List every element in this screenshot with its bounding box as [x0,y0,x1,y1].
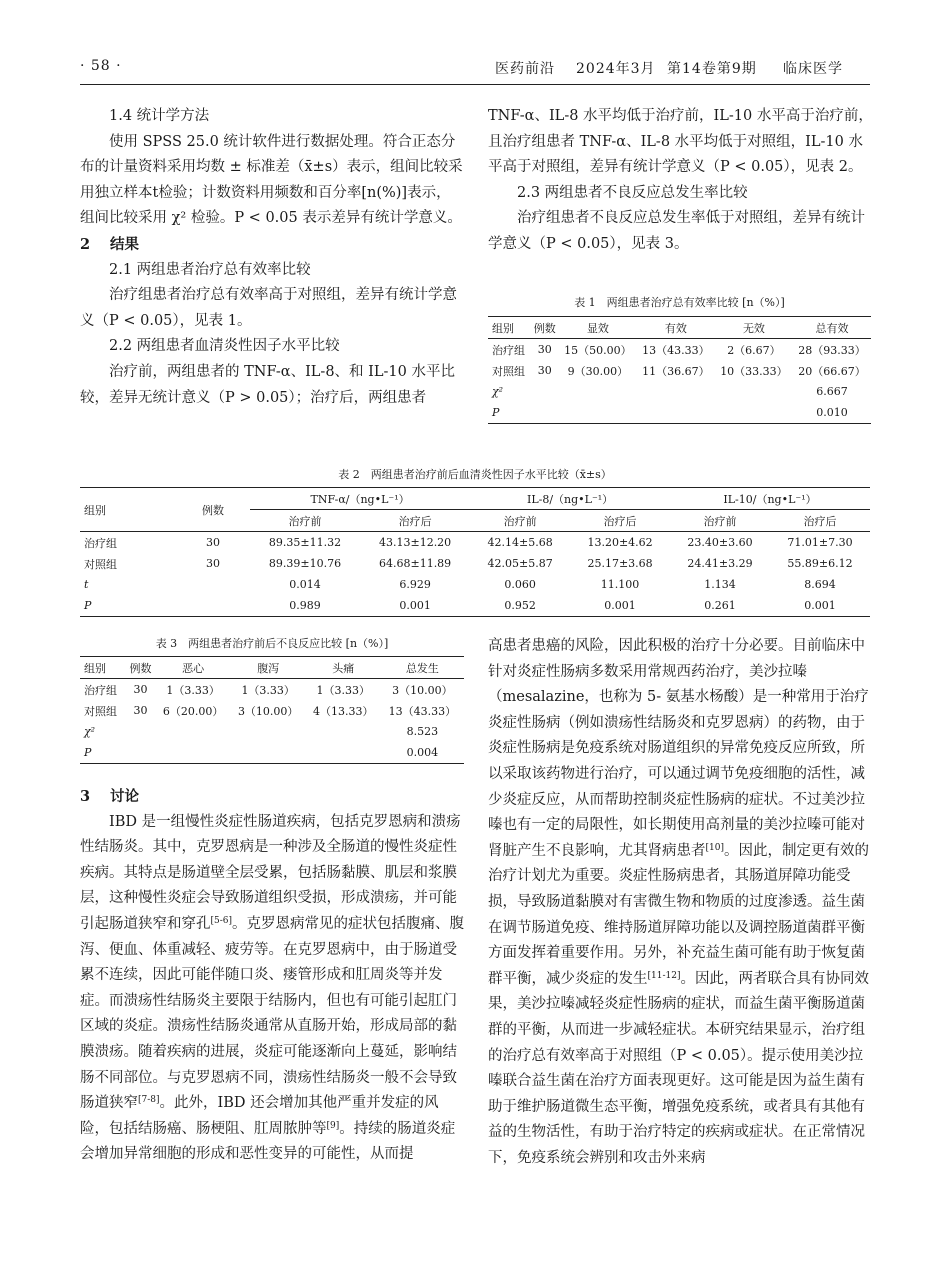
table-cell: 0.261 [670,595,770,617]
indicator-header: TNF-α/（ng•L⁻¹） [250,488,470,510]
table-cell: 89.39±10.76 [268,557,342,570]
table-row [488,360,871,381]
header-cell: 组别 [80,657,125,679]
table-cell: P [80,595,176,617]
table-cell: 1.134 [704,578,736,591]
header-rule [80,84,870,85]
subheader-cell: 治疗前 [470,510,570,532]
body-paragraph: 治疗组患者治疗总有效率高于对照组，差异有统计学意义（P < 0.05），见表 1。 [80,287,457,329]
table-cell: 0.952 [470,595,570,617]
header-cell: 恶心 [156,657,231,679]
table-cell: 6（20.00） [162,704,224,718]
table-cell [231,721,306,742]
section-name: 临床医学 [783,61,843,77]
table-cell: 3（10.00） [392,683,453,697]
table-cell: 25.17±3.68 [587,557,653,570]
body-paragraph: 治疗组患者不良反应总发生率低于对照组，差异有统计学意义（P < 0.05），见表 3。 [488,210,865,252]
table-cell: 0.001 [360,595,470,617]
journal-name: 医药前沿 [495,61,555,77]
table-cell [306,721,381,742]
table-cell: 1（3.33） [316,683,370,697]
header-cell: 例数 [531,317,559,339]
table-row [80,532,870,554]
table2 [80,487,870,617]
right-column-top [488,104,873,258]
table-cell: χ² [492,385,504,398]
table-row [80,553,870,574]
table-cell [559,402,637,424]
table-cell: 11.100 [600,578,640,591]
citation-ref: [7-8] [138,1095,160,1106]
section-title: 结果 [110,235,139,253]
page-number: · 58 · [80,58,122,74]
table-cell: 23.40±3.60 [687,536,753,549]
subheader-cell: 治疗后 [570,510,670,532]
table-cell: 30 [133,683,148,696]
table-cell: 治疗组 [84,683,117,697]
table-cell: 治疗组 [492,343,525,357]
header-cell: 例数 [176,488,250,532]
table-cell [531,402,559,424]
left-column-top [80,104,465,411]
table3-title: 表 3 两组患者治疗前后不良反应比较 [n（%）] [155,637,389,650]
table-cell [125,721,155,742]
table-header-row [488,317,871,339]
table-cell: 30 [537,364,552,377]
table1 [488,316,871,424]
body-paragraph: 使用 SPSS 25.0 统计软件进行数据处理。符合正态分布的计量资料采用均数 ± 标准差（x̄±s）表示，组间比较采用独立样本t检验；计数资料用频数和百分率[n(%)]表示，组间比较采用 χ² 检验。P < 0.05 表示差异有统计学意义。 [80,133,463,227]
left-column-bottom [80,784,465,1168]
header-cell: 头痛 [306,657,381,679]
table-cell [637,402,715,424]
table-cell: 64.68±11.89 [378,557,452,570]
table-row [80,721,464,742]
table-cell: χ² [84,725,96,738]
subheader-cell: 治疗后 [770,510,870,532]
indicator-header: IL-10/（ng•L⁻¹） [670,488,870,510]
table-cell: 71.01±7.30 [787,536,853,549]
section-title: 讨论 [110,788,139,805]
table-cell: 30 [133,704,148,717]
table-cell: 8.694 [804,578,836,591]
table-cell: 89.35±11.32 [268,536,342,549]
table-cell: 0.001 [770,595,870,617]
table-row [80,574,870,595]
table-cell: 28（93.33） [798,343,866,357]
table-cell: 9（30.00） [567,364,629,378]
subsection-heading: 2.2 两组患者血清炎性因子水平比较 [109,338,340,355]
table-cell: 13（43.33） [388,704,457,718]
table-cell [156,721,231,742]
table-cell: 2（6.67） [727,343,781,357]
table-cell: 24.41±3.29 [687,557,753,570]
table-cell: 8.523 [406,725,439,738]
citation-ref: [5-6] [210,915,233,926]
table-cell [125,742,155,764]
table-cell [715,381,793,402]
table-cell [176,595,250,617]
subheader-cell: 治疗前 [670,510,770,532]
subsection-heading: 1.4 统计学方法 [109,108,210,124]
subheader-cell: 治疗后 [360,510,470,532]
section-number: 2 [80,235,91,253]
table-cell: 对照组 [84,557,117,571]
issue-date: 2024年3月 [576,61,656,77]
right-column-bottom [488,634,873,1171]
table-row [80,679,464,701]
table-cell: 对照组 [84,704,117,718]
table-cell: 15（50.00） [564,343,632,357]
table-cell: 0.060 [504,578,536,591]
citation-ref: [10] [705,842,724,853]
table-cell: 3（10.00） [237,704,299,718]
body-paragraph: 高患者患癌的风险，因此积极的治疗十分必要。目前临床中针对炎症性肠病多数采用常规西药治疗，美沙拉嗪（mesalazine，也称为 5- 氨基水杨酸）是一种常用于治疗炎症性肠病（例如溃疡性结肠炎和克罗恩病）的药物，由于炎症性肠病是免疫系统对肠道组织的异常免疫反应所致，所以采取该药物进行治疗，可以通过调节免疫细胞的活性，减少炎症反应，从而帮助控制炎症性肠病的症状。不过美沙拉嗪也有一定的局限性，如长期使用高剂量的美沙拉嗪可能对肾脏产生不良影响，尤其肾病患者[10]。因此，制定更有效的治疗计划尤为重要。炎症性肠病患者，其肠道屏障功能受损，导致肠道黏膜对有害微生物和物质的过度渗透。益生菌在调节肠道免疫、维持肠道屏障功能以及调控肠道菌群平衡方面发挥着重要作用。另外，补充益生菌可能有助于恢复菌群平衡，减少炎症的发生[11-12]。因此，两者联合具有协同效果，美沙拉嗪减轻炎症性肠病的症状，而益生菌平衡肠道菌群的平衡，从而进一步减轻症状。本研究结果显示，治疗组的治疗总有效率高于对照组（P < 0.05）。提示使用美沙拉嗪联合益生菌在治疗方面表现更好。这可能是因为益生菌有助于维护肠道微生态平衡，增强免疫系统，或者具有其他有益的生物活性，有助于治疗特定的疾病或症状。在正常情况下，免疫系统会辨别和攻击外来病 [488,638,869,1166]
header-cell: 例数 [125,657,155,679]
table-row [80,700,464,721]
table-cell: 0.004 [381,742,464,764]
table-row [80,595,870,617]
header-cell: 显效 [559,317,637,339]
body-paragraph: 治疗前，两组患者的 TNF-α、IL-8、和 IL-10 水平比较，差异无统计意义（P > 0.05）；治疗后，两组患者 [80,363,455,406]
subsection-heading: 2.1 两组患者治疗总有效率比较 [109,261,311,278]
volume-issue: 第14卷第9期 [667,61,757,77]
table-cell: 42.14±5.68 [487,536,553,549]
table-cell: 0.014 [289,578,321,591]
table-cell: 0.001 [570,595,670,617]
table-cell [156,742,231,764]
header-cell: 无效 [715,317,793,339]
table2-title: 表 2 两组患者治疗前后血清炎性因子水平比较（x̄±s） [338,468,612,481]
table-cell: 0.010 [793,402,871,424]
table-cell [715,402,793,424]
table-cell: 30 [537,343,552,356]
table-cell [306,742,381,764]
table-cell: 1（3.33） [166,683,220,697]
header-cell: 有效 [637,317,715,339]
table-cell: 13.20±4.62 [587,536,653,549]
citation-ref: [9] [326,1120,340,1131]
header-cell: 总发生 [381,657,464,679]
table-cell [559,381,637,402]
table-cell: 6.667 [816,385,848,398]
table-cell [531,381,559,402]
subsection-heading: 2.3 两组患者不良反应总发生率比较 [517,184,748,201]
table-cell: 对照组 [492,364,525,378]
table-header-row [80,657,464,679]
table-cell: t [84,578,89,591]
section-number: 3 [80,788,91,805]
table-cell: P [488,402,531,424]
table-cell: 11（36.67） [642,364,710,378]
table-cell: 13（43.33） [642,343,710,357]
table-cell: 1（3.33） [241,683,295,697]
table-cell: 4（13.33） [312,704,374,718]
table-cell: 6.929 [399,578,431,591]
table-cell [176,574,250,595]
table-header-row [80,488,870,510]
body-paragraph: TNF-α、IL-8 水平均低于治疗前，IL-10 水平高于治疗前，且治疗组患者 TNF-α、IL-8 水平均低于对照组，IL-10 水平高于对照组，差异有统计学意义（P < 0.05），见表 2。 [488,108,873,176]
table-cell: 20（66.67） [798,364,866,378]
table1-title: 表 1 两组患者治疗总有效率比较 [n（%）] [574,296,785,309]
section-heading [80,784,465,810]
subheader-cell: 治疗前 [250,510,360,532]
header-cell: 组别 [488,317,531,339]
table-cell: 55.89±6.12 [787,557,853,570]
indicator-header: IL-8/（ng•L⁻¹） [470,488,670,510]
table-cell: 43.13±12.20 [378,536,452,549]
table-cell: P [80,742,125,764]
table-row [488,381,871,402]
table-cell: 30 [206,557,220,570]
header-cell: 组别 [80,488,176,532]
table-cell: 42.05±5.87 [487,557,553,570]
header-cell: 总有效 [793,317,871,339]
body-paragraph: IBD 是一组慢性炎症性肠道疾病，包括克罗恩病和溃疡性结肠炎。其中，克罗恩病是一种涉及全肠道的慢性炎症性疾病。其特点是肠道壁全层受累，包括肠黏膜、肌层和浆膜层，这种慢性炎症会导致肠道组织受损，形成溃疡，并可能引起肠道狭窄和穿孔[5-6]。克罗恩病常见的症状包括腹痛、腹泻、便血、体重减轻、疲劳等。在克罗恩病中，由于肠道受累不连续，因此可能伴随口炎、瘘管形成和肛周炎等并发症。而溃疡性结肠炎主要限于结肠内，但也有可能引起肛门区域的炎症。溃疡性结肠炎通常从直肠开始，形成局部的黏膜溃疡。随着疾病的进展，炎症可能逐渐向上蔓延，影响结肠不同部位。与克罗恩病不同，溃疡性结肠炎一般不会导致肠道狭窄[7-8]。此外，IBD 还会增加其他严重并发症的风险，包括结肠癌、肠梗阻、肛周脓肿等[9]。持续的肠道炎症会增加异常细胞的形成和恶性变异的可能性，从而提 [80,813,465,1163]
section-heading [80,232,465,258]
table-cell [231,742,306,764]
table-cell: 治疗组 [84,536,117,550]
table-cell: 10（33.33） [720,364,788,378]
table-row [80,742,464,764]
table-row [488,402,871,424]
table3 [80,656,464,764]
table-cell: 30 [206,536,220,549]
table-cell [637,381,715,402]
table-cell: 0.989 [250,595,360,617]
table-row [488,339,871,361]
header-cell: 腹泻 [231,657,306,679]
citation-ref: [11-12] [647,970,681,981]
